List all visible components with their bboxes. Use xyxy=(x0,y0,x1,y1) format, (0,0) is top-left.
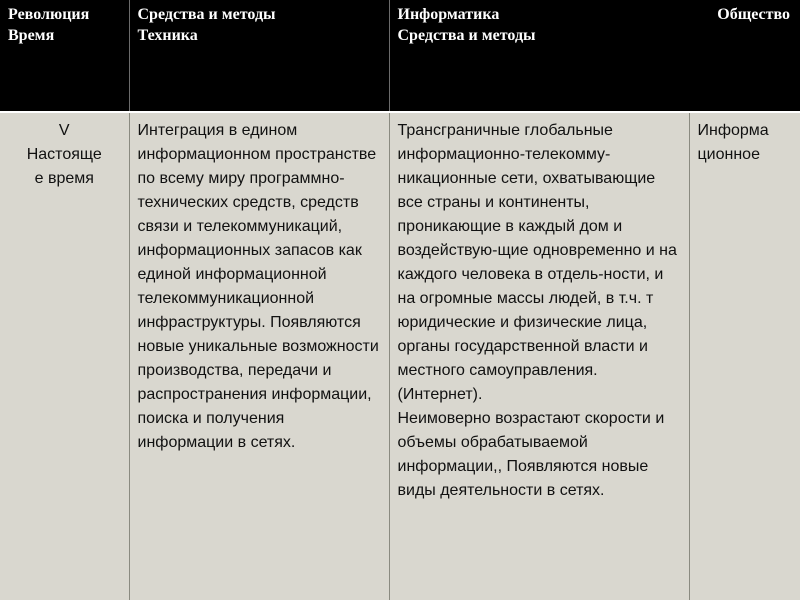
header-revolution-label: Революция xyxy=(8,6,90,23)
technology-text: Интеграция в едином информационном пространстве по всему миру программно-технических средств, средств связи и телекоммуникаций, информационных запасов как единой информационной телекоммуникационной инфраструктуры. Появляются новые уникальные возможности производства, передачи и распространения информации, поиска и получения информации в сетях. xyxy=(137,122,379,451)
cell-informatics xyxy=(389,112,689,600)
informatics-text-2: Неимоверно возрастают скорости и объемы обрабатываемой информации,, Появляются новые виды деятельности в сетях. xyxy=(397,410,665,499)
cell-technology xyxy=(129,112,389,600)
informatics-text-1: Трансграничные глобальные информационно-телекомму-никационные сети, охватывающие все страны и континенты, проникающие в каждый дом и воздействую-щие одновременно и на каждого человека в отдель-ности, и на огромные массы людей, в т.ч. т юридические и физические лица, органы государственной власти и местного самоуправления. (Интернет). xyxy=(397,122,677,403)
society-text-line2: ционное xyxy=(697,146,760,163)
header-means-label: Средства и методы xyxy=(137,6,276,23)
era-numeral: V xyxy=(58,122,70,139)
society-text-line1: Информа xyxy=(697,122,769,139)
era-name-line2: е время xyxy=(34,170,94,187)
header-society-label: Общество xyxy=(717,6,791,23)
header-informatics-society xyxy=(389,0,800,112)
table-header-row xyxy=(0,0,800,112)
header-time-label: Время xyxy=(8,27,55,44)
era-name-line1: Настояще xyxy=(26,146,102,163)
header-informatics-sub-label: Средства и методы xyxy=(397,27,536,44)
cell-era xyxy=(0,112,129,600)
cell-society xyxy=(689,112,800,600)
table-row xyxy=(0,112,800,600)
header-means-technology xyxy=(129,0,389,112)
header-technology-label: Техника xyxy=(137,27,198,44)
header-revolution-time xyxy=(0,0,129,112)
header-informatics-label: Информатика xyxy=(397,6,500,23)
